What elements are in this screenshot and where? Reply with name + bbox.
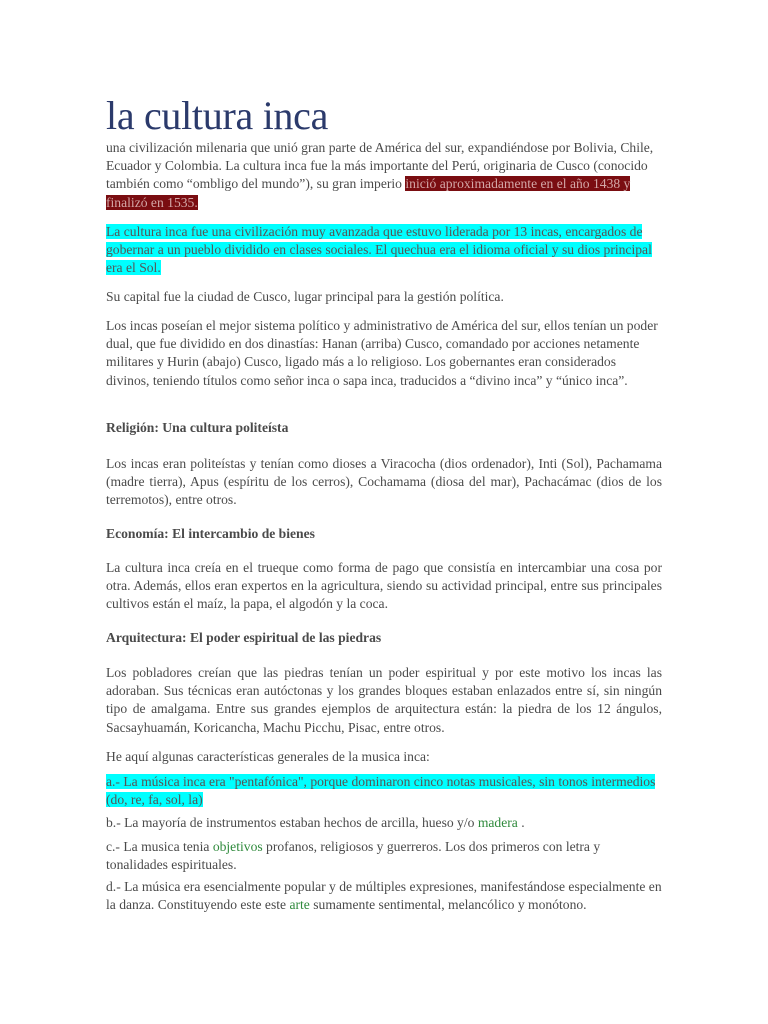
- item-b-text: b.- La mayoría de instrumentos estaban hechos de arcilla, hueso y/o: [106, 815, 478, 830]
- intro-paragraph: [106, 139, 662, 212]
- religion-paragraph: Los incas eran politeístas y tenían como dioses a Viracocha (dios ordenador), Inti (Sol), Pachamama (madre tierra), Apus (espíritu de los cerros), Cochamama (diosa del mar), Pachacámac (dios de los terremotos), entre otros.: [106, 456, 662, 508]
- economia-paragraph: La cultura inca creía en el trueque como forma de pago que consistía en intercambiar una cosa por otra. Además, ellos eran expertos en la agricultura, siendo su actividad principal, entre sus principales cultivos están el maíz, la papa, el algodón y la coca.: [106, 560, 662, 612]
- item-d-text: d.- La música era esencialmente popular y de múltiples expresiones, manifestándose especialmente en la danza. Constituyendo este este: [106, 879, 662, 913]
- musica-item-d: [106, 878, 662, 914]
- dinastia-highlight: La cultura inca fue una civilización muy avanzada que estuvo liderada por 13 incas, encargados de gobernar a un pueblo dividido en clases sociales. El quechua era el idioma oficial y su dios principal era el Sol.: [106, 224, 652, 276]
- arte-link[interactable]: arte: [289, 897, 310, 913]
- page-title: la cultura inca: [106, 93, 329, 138]
- dinastia-paragraph: [106, 223, 662, 278]
- capital-paragraph: Su capital fue la ciudad de Cusco, lugar principal para la gestión política.: [106, 289, 504, 304]
- musica-item-c: [106, 838, 662, 874]
- item-c-end: profanos, religiosos y guerreros. Los dos primeros con letra y tonalidades espirituales.: [106, 839, 601, 873]
- madera-link[interactable]: madera: [477, 815, 518, 830]
- musica-item-a: [106, 773, 662, 809]
- intro-highlight: inició aproximadamente en el año 1438 y finalizó en 1535.: [106, 176, 631, 210]
- sistema-paragraph: Los incas poseían el mejor sistema político y administrativo de América del sur, ellos tenían un poder dual, que fue dividido en dos dinastías: Hanan (arriba) Cusco, comandado por acciones netamente militares y Hurin (abajo) Cusco, ligado más a lo religioso. Los gobernantes eran considerados divinos, teniendo títulos como señor inca o sapa inca, traducidos a “divino inca” y “único inca”.: [106, 318, 658, 388]
- heading-arquitectura: Arquitectura: El poder espiritual de las piedras: [106, 630, 382, 645]
- intro-text: una civilización milenaria que unió gran parte de América del sur, expandiéndose por Bolivia, Chile, Ecuador y Colombia. La cultura inca fue la más importante del Perú, originaria de Cusco (conocido también como “ombligo del mundo”), su gran imperio: [106, 140, 654, 192]
- musica-intro: He aquí algunas características generales de la musica inca:: [106, 749, 430, 764]
- heading-religion: Religión: Una cultura politeísta: [106, 420, 289, 435]
- arquitectura-paragraph: Los pobladores creían que las piedras tenían un poder espiritual y por este motivo los incas las adoraban. Sus técnicas eran autóctonas y los grandes bloques estaban enlazados entre sí, sin ningún tipo de amalgama. Entre sus grandes ejemplos de arquitectura están: la piedra de los 12 ángulos, Sacsayhuamán, Koricancha, Machu Picchu, Pisac, entre otros.: [106, 665, 662, 735]
- heading-economia: Economía: El intercambio de bienes: [106, 526, 315, 541]
- item-c-text: c.- La musica tenia: [106, 839, 213, 854]
- item-d-end: sumamente sentimental, melancólico y monótono.: [309, 897, 587, 913]
- objetivos-link[interactable]: objetivos: [212, 839, 263, 854]
- item-b-end: .: [517, 815, 525, 830]
- musica-item-b: [106, 814, 662, 832]
- item-a-highlight: a.- La música inca era "pentafónica", porque dominaron cinco notas musicales, sin tonos intermedios (do, re, fa, sol, la): [106, 774, 656, 808]
